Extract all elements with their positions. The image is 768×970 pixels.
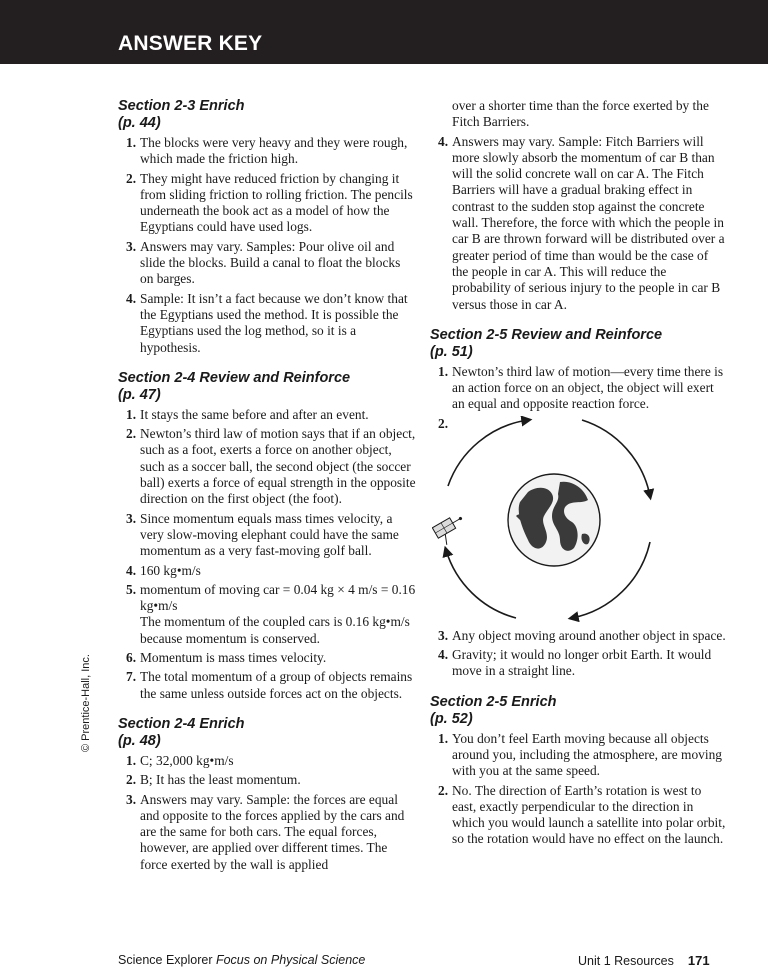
header-bar — [0, 0, 768, 64]
section-2-3-enrich — [118, 98, 416, 356]
section-2-5-enrich — [430, 694, 726, 848]
answer-item: 4. 160 kg•m/s — [126, 562, 201, 578]
answer-item: 2. No. The direction of Earth’s rotation is west to east, exactly perpendicular to the direction in which you would launch a satellite into polar orbit, so the rotation would have no effect on the launch. — [438, 782, 726, 847]
answer-item: 4. Sample: It isn’t a fact because we don’t know that the Egyptians used the method. It is possible the Egyptians used the log method, so it is a hypothesis. — [126, 290, 408, 355]
answer-item: 6. Momentum is mass times velocity. — [126, 650, 327, 666]
answer-continuation: over a shorter time than the force exerted by the Fitch Barriers. — [452, 98, 709, 130]
earth-icon — [508, 474, 600, 566]
page-title: ANSWER KEY — [118, 32, 263, 55]
answer-item: 2. They might have reduced friction by changing it from sliding friction to rolling friction. The pencils underneath the book act as a model of how the Egyptians could have used logs. — [126, 170, 413, 235]
answer-item: 7. The total momentum of a group of objects remains the same unless outside forces act on the objects. — [126, 669, 413, 701]
section-heading: Section 2-5 Enrich (p. 52) — [430, 693, 557, 727]
answer-item: 3. Any object moving around another object in space. — [438, 627, 726, 643]
answer-item: 3. Answers may vary. Sample: the forces are equal and opposite to the forces applied by the cars and are the same for both cars. The equal forces, however, are applied over different times. The force exerted by the wall is applied — [126, 791, 405, 872]
answer-item: 1. It stays the same before and after an event. — [126, 406, 369, 422]
satellite-icon — [432, 512, 470, 546]
orbit-arc — [582, 420, 650, 496]
answer-item: 1. You don’t feel Earth moving because all objects around you, including the atmosphere, are moving with you at the same speed. — [438, 730, 722, 779]
orbit-arc — [446, 550, 516, 618]
footer-book-title: Science Explorer Focus on Physical Science — [118, 953, 366, 967]
answer-item: 4. Answers may vary. Sample: Fitch Barriers will more slowly absorb the momentum of car B than will the solid concrete wall on car A. The Fitch Barriers will have a gradual braking effect in contrast to the sudden stop against the concrete wall. Therefore, the force with which the people in car B are thrown forward will be distributed over a greater period of time than would be the case of the people in car A. This will reduce the probability of serious injury to the people in car B versus those in car A. — [438, 133, 725, 312]
answer-item: 5. momentum of moving car = 0.04 kg × 4 m/s = 0.16 kg•m/s The momentum of the coupled cars is 0.16 kg•m/s because momentum is conserved. — [126, 581, 416, 646]
orbit-arc — [448, 420, 528, 486]
answer-item: 1. The blocks were very heavy and they were rough, which made the friction high. — [126, 135, 408, 167]
answer-item: 2. B; It has the least momentum. — [126, 772, 301, 788]
orbit-diagram — [432, 416, 668, 622]
answer-item: 1. C; 32,000 kg•m/s — [126, 752, 234, 768]
section-2-5-review: Section 2-5 Review and Reinforce (p. 51) 1. Newton’s third law of motion—every time there is an action force on an object, the object will exert an equal and opposite reaction force. 2. 3. Any object moving around another object in space. 4. Gravity; it would no longer orbit Earth. It would move in a straight line. — [430, 326, 726, 679]
section-heading: Section 2-4 Review and Reinforce (p. 47) — [118, 369, 351, 403]
page-number: 171 — [687, 953, 710, 968]
answer-item: 2. Newton’s third law of motion says that if an object, such as a foot, exerts a force on another object, such as a soccer ball, the second object (the soccer ball) exerts a force of equal strength in the opposite direction on the first object (the foot). — [126, 426, 416, 507]
section-heading: Section 2-5 Review and Reinforce (p. 51) — [430, 326, 663, 360]
footer-page-info: Unit 1 Resources 171 — [578, 953, 710, 968]
answer-item: 3. Answers may vary. Samples: Pour olive oil and slide the blocks. Build a canal to float the blocks on barges. — [126, 238, 401, 287]
copyright-notice: © Prentice-Hall, Inc. — [80, 654, 92, 752]
section-heading: Section 2-4 Enrich (p. 48) — [118, 715, 245, 749]
section-heading: Section 2-3 Enrich (p. 44) — [118, 98, 245, 131]
section-2-4-review — [118, 370, 416, 702]
answer-extra: The momentum of the coupled cars is 0.16 kg•m/s because momentum is conserved. — [140, 614, 410, 646]
left-column — [118, 98, 416, 876]
right-column — [430, 98, 726, 851]
answer-item: 3. Since momentum equals mass times velocity, a very slow-moving elephant could have the same momentum as a very fast-moving golf ball. — [126, 510, 399, 559]
answer-item: 4. Gravity; it would no longer orbit Earth. It would move in a straight line. — [438, 647, 712, 679]
section-2-4-enrich — [118, 716, 416, 873]
answer-item: 1. Newton’s third law of motion—every time there is an action force on an object, the object will exert an equal and opposite reaction force. — [438, 363, 724, 412]
